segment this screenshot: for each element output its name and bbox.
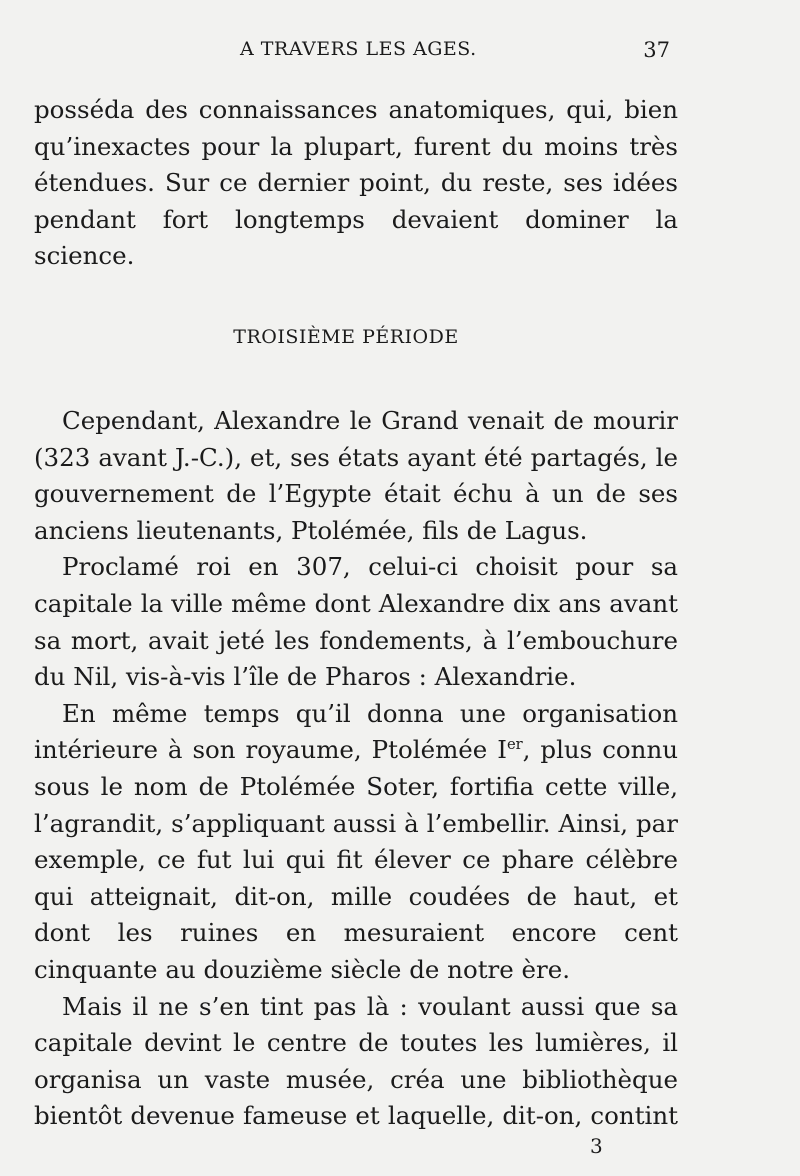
page-number: 37 xyxy=(643,38,670,62)
paragraph-ptolemee xyxy=(34,696,678,989)
last-paragraph: Mais il ne s’en tint pas là : voulant aussi que sa capitale devint le centre de toutes les lumières, il organisa un vaste musée, créa une bibliothèque bientôt devenue fameuse et laquelle, dit-on, contint xyxy=(34,991,678,1131)
paragraph: Cependant, Alexandre le Grand venait de mourir (323 avant J.-C.), et, ses états ayant été partagés, le gouvernement de l’Egypte était échu à un de ses anciens lieutenants, Ptolémée, fils de Lagus. xyxy=(34,406,678,545)
continued-paragraph: possédа des connaissances anatomiques, qui, bien qu’inexactes pour la plupart, furent du moins très étendues. Sur ce dernier point, du reste, ses idées pendant fort longtemps devaient dominer la science. xyxy=(34,95,678,271)
paragraph: Proclamé roi en 307, celui-ci choisit pour sa capitale la ville même dont Alexandre dix ans avant sa mort, avait jeté les fondements, à l’embouchure du Nil, vis-à-vis l’île de Pharos : Alexandrie. xyxy=(34,552,678,692)
running-head xyxy=(0,38,800,68)
paragraph-text: , plus connu sous le nom de Ptolémée Soter, fortifia cette ville, l’agrandit, s’appliquant aussi à l’embellir. Ainsi, par exemple, ce fut lui qui fit élever ce phare célèbre qui atteignait, dit-on, mille coudées de haut, et dont les ruines en mesuraient encore cent cinquante au douzième siècle de notre ère. xyxy=(34,735,678,984)
superscript: er xyxy=(506,736,523,754)
paragraph-text: En même temps qu’il donna une organisation intérieure à son royaume, Ptolémée I xyxy=(34,698,678,765)
signature-mark: 3 xyxy=(590,1134,603,1158)
text-block-top xyxy=(34,92,678,275)
text-block-main xyxy=(34,403,678,1135)
section-heading: TROISIÈME PÉRIODE xyxy=(233,326,459,348)
running-title: A TRAVERS LES AGES. xyxy=(240,38,477,60)
